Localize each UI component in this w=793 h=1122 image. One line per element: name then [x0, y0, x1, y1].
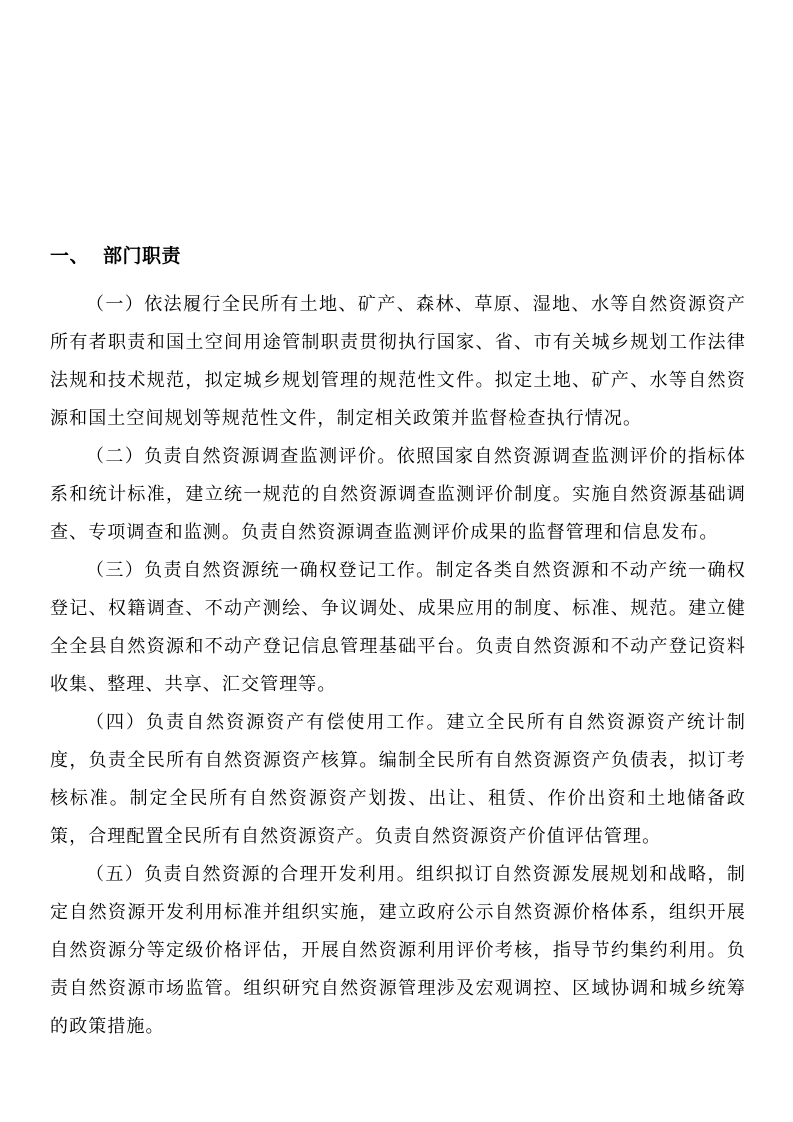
paragraph-3: （三）负责自然资源统一确权登记工作。制定各类自然资源和不动产统一确权登记、权籍调查、不动产测绘、争议调处、成果应用的制度、标准、规范。建立健全全县自然资源和不动产登记信息管理基础平台。负责自然资源和不动产登记资料收集、整理、共享、汇交管理等。: [50, 560, 746, 695]
paragraph-2: （二）负责自然资源调查监测评价。依照国家自然资源调查监测评价的指标体系和统计标准，建立统一规范的自然资源调查监测评价制度。实施自然资源基础调查、专项调查和监测。负责自然资源调查监测评价成果的监督管理和信息发布。: [50, 446, 746, 543]
paragraph-4: （四）负责自然资源资产有偿使用工作。建立全民所有自然资源资产统计制度，负责全民所有自然资源资产核算。编制全民所有自然资源资产负债表，拟订考核标准。制定全民所有自然资源资产划拨、出让、租赁、作价出资和土地储备政策，合理配置全民所有自然资源资产。负责自然资源资产价值评估管理。: [50, 712, 746, 847]
section-title: 部门职责: [103, 245, 182, 267]
paragraph-5: （五）负责自然资源的合理开发利用。组织拟订自然资源发展规划和战略，制定自然资源开发利用标准并组织实施，建立政府公示自然资源价格体系，组织开展自然资源分等定级价格评估，开展自然资源利用评价考核，指导节约集约利用。负责自然资源市场监管。组织研究自然资源管理涉及宏观调控、区域协调和城乡统筹的政策措施。: [50, 864, 746, 1037]
section-number: 一、: [50, 245, 90, 267]
section-heading: [50, 244, 181, 268]
paragraph-1: （一）依法履行全民所有土地、矿产、森林、草原、湿地、水等自然资源资产所有者职责和国土空间用途管制职责贯彻执行国家、省、市有关城乡规划工作法律法规和技术规范，拟定城乡规划管理的规范性文件。拟定土地、矿产、水等自然资源和国土空间规划等规范性文件，制定相关政策并监督检查执行情况。: [50, 294, 746, 429]
body-text: [50, 286, 746, 1046]
